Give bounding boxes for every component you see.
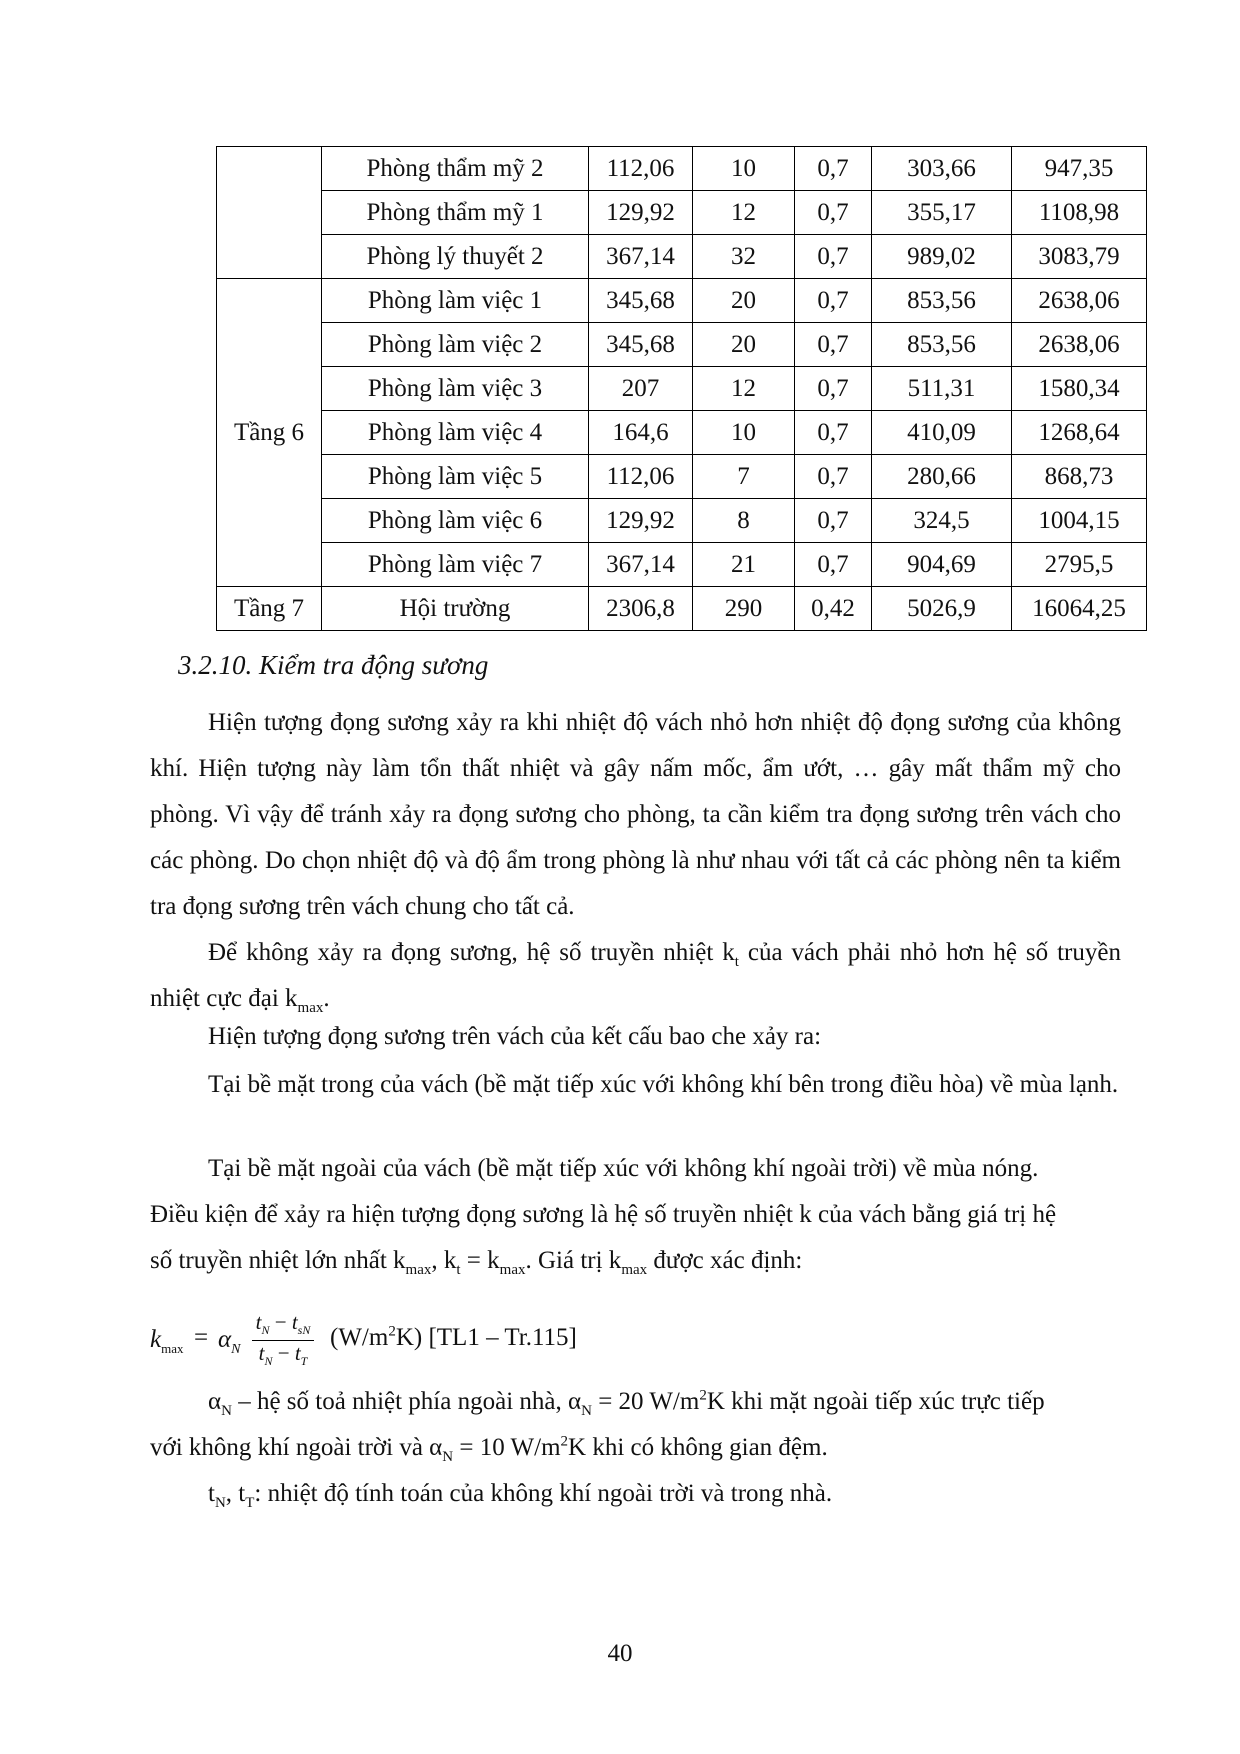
table-row — [217, 455, 1147, 499]
table-cell-coef: 0,7 — [795, 455, 872, 499]
table-row — [217, 587, 1147, 631]
table-row — [217, 499, 1147, 543]
table-cell-area: 164,6 — [589, 411, 693, 455]
paragraph-condensation-intro: Hiện tượng đọng sương xảy ra khi nhiệt độ vách nhỏ hơn nhiệt độ đọng sương của không khí. Hiện tượng này làm tổn thất nhiệt và gây nấm mốc, ẩm ướt, … gây mất thẩm mỹ cho phòng. Vì vậy để tránh xảy ra đọng sương cho phòng, ta cần kiểm tra đọng sương trên vách cho các phòng. Do chọn nhiệt độ và độ ẩm trong phòng là như nhau với tất cả các phòng nên ta kiểm tra đọng sương trên vách chung cho tất cả. — [150, 709, 1121, 920]
formula-alpha: $\alpha_N$ — [218, 1326, 241, 1357]
table-cell-people: 12 — [693, 367, 795, 411]
table-row — [217, 191, 1147, 235]
table-cell-people: 290 — [693, 587, 795, 631]
formula-unit-reference: $(W/m^2K)$ [TL1 – Tr.115] — [330, 1323, 577, 1351]
table-cell-room: Phòng thẩm mỹ 2 — [322, 147, 589, 191]
table-cell-coef: 0,7 — [795, 191, 872, 235]
paragraph-occurrence: Hiện tượng đọng sương trên vách của kết cấu bao che xảy ra: — [208, 1023, 822, 1050]
table-cell-q1: 324,5 — [872, 499, 1012, 543]
paragraph-inner-surface: Tại bề mặt trong của vách (bề mặt tiếp xúc với không khí bên trong điều hòa) về mùa lạnh. — [208, 1071, 1119, 1098]
table-row — [217, 323, 1147, 367]
table-cell-area: 345,68 — [589, 279, 693, 323]
paragraph-condition: Để không xảy ra đọng sương, hệ số truyền nhiệt $k_t$ của vách phải nhỏ hơn hệ số truyền nhiệt cực đại $k_{max}$. — [150, 939, 1121, 1016]
table-row — [217, 543, 1147, 587]
table-cell-people: 20 — [693, 323, 795, 367]
table-cell-q2: 1004,15 — [1012, 499, 1147, 543]
section-heading: 3.2.10. Kiểm tra động sương — [178, 650, 489, 680]
table-cell-people: 10 — [693, 147, 795, 191]
table-cell-area: 367,14 — [589, 543, 693, 587]
table-cell-q1: 511,31 — [872, 367, 1012, 411]
table-cell-area: 112,06 — [589, 455, 693, 499]
table-cell-area: 129,92 — [589, 499, 693, 543]
table-cell-room: Phòng lý thuyết 2 — [322, 235, 589, 279]
table-cell-area: 207 — [589, 367, 693, 411]
table-cell-coef: 0,7 — [795, 543, 872, 587]
table-cell-q2: 2638,06 — [1012, 279, 1147, 323]
table-cell-q2: 16064,25 — [1012, 587, 1147, 631]
table-cell-room: Phòng làm việc 4 — [322, 411, 589, 455]
table-cell-room: Phòng làm việc 7 — [322, 543, 589, 587]
table-cell-people: 21 — [693, 543, 795, 587]
formula-kmax: $k_{max}$ — [150, 1326, 184, 1356]
table-cell-coef: 0,7 — [795, 411, 872, 455]
floor-cell: Tầng 7 — [217, 587, 322, 631]
table-cell-q2: 2638,06 — [1012, 323, 1147, 367]
table-cell-area: 129,92 — [589, 191, 693, 235]
table-cell-room: Phòng làm việc 5 — [322, 455, 589, 499]
table-cell-room: Phòng làm việc 6 — [322, 499, 589, 543]
floor-cell: Tầng 6 — [217, 279, 322, 587]
table-cell-q2: 1268,64 — [1012, 411, 1147, 455]
table-row — [217, 367, 1147, 411]
table-cell-q2: 1108,98 — [1012, 191, 1147, 235]
paragraph-outer-surface-line2: Điều kiện để xảy ra hiện tượng đọng sương là hệ số truyền nhiệt k của vách bằng giá trị hệ — [150, 1201, 1057, 1228]
table-cell-coef: 0,7 — [795, 279, 872, 323]
table-cell-coef: 0,7 — [795, 147, 872, 191]
table-row — [217, 279, 1147, 323]
table-row — [217, 411, 1147, 455]
table-cell-q1: 355,17 — [872, 191, 1012, 235]
paragraph-outer-surface-line3: số truyền nhiệt lớn nhất $k_{max}$, $k_t = k_{max}$. Giá trị $k_{max}$ được xác định: — [150, 1247, 803, 1278]
paragraph-temperatures: $t_N$, $t_T$: nhiệt độ tính toán của không khí ngoài trời và trong nhà. — [208, 1480, 833, 1511]
table-cell-area: 345,68 — [589, 323, 693, 367]
table-cell-room: Phòng làm việc 1 — [322, 279, 589, 323]
paragraph-alpha-line1: $\alpha_N$ – hệ số toả nhiệt phía ngoài nhà, $\alpha_N = 20$ $W/m^2K$ khi mặt ngoài tiếp xúc trực tiếp — [208, 1387, 1045, 1419]
table-cell-room: Phòng làm việc 3 — [322, 367, 589, 411]
table-cell-room: Phòng thẩm mỹ 1 — [322, 191, 589, 235]
table-row — [217, 147, 1147, 191]
table-cell-people: 10 — [693, 411, 795, 455]
table-cell-people: 12 — [693, 191, 795, 235]
table-cell-coef: 0,7 — [795, 499, 872, 543]
paragraph-outer-surface-line1: Tại bề mặt ngoài của vách (bề mặt tiếp xúc với không khí ngoài trời) về mùa nóng. — [208, 1155, 1039, 1182]
table-cell-q1: 303,66 — [872, 147, 1012, 191]
table-cell-q1: 280,66 — [872, 455, 1012, 499]
table-cell-q2: 2795,5 — [1012, 543, 1147, 587]
table-cell-coef: 0,7 — [795, 323, 872, 367]
heat-load-table — [216, 146, 1147, 631]
table-cell-people: 32 — [693, 235, 795, 279]
table-cell-q1: 853,56 — [872, 279, 1012, 323]
table-cell-area: 112,06 — [589, 147, 693, 191]
table-cell-people: 8 — [693, 499, 795, 543]
table-cell-people: 20 — [693, 279, 795, 323]
table-cell-q1: 410,09 — [872, 411, 1012, 455]
page-number: 40 — [607, 1640, 633, 1667]
formula-fraction: $t_N - t_{sN}$ $t_N - t_T$ — [252, 1310, 314, 1369]
table-cell-room: Phòng làm việc 2 — [322, 323, 589, 367]
table-cell-q2: 947,35 — [1012, 147, 1147, 191]
kmax-formula: $k_{max}$ = $\alpha_N$ $t_N - t_{sN}$ $t_N - t_T$ $(W/m^2K)$ [TL1 – Tr.115] — [150, 1310, 577, 1369]
table-cell-q2: 1580,34 — [1012, 367, 1147, 411]
table-cell-people: 7 — [693, 455, 795, 499]
table-cell-coef: 0,7 — [795, 367, 872, 411]
table-cell-q2: 868,73 — [1012, 455, 1147, 499]
table-row — [217, 235, 1147, 279]
table-cell-q2: 3083,79 — [1012, 235, 1147, 279]
floor-cell-empty — [217, 147, 322, 279]
table-cell-coef: 0,7 — [795, 235, 872, 279]
table-cell-area: 2306,8 — [589, 587, 693, 631]
table-cell-q1: 989,02 — [872, 235, 1012, 279]
table-cell-room: Hội trường — [322, 587, 589, 631]
table-cell-coef: 0,42 — [795, 587, 872, 631]
table-cell-area: 367,14 — [589, 235, 693, 279]
paragraph-alpha-line2: với không khí ngoài trời và $\alpha_N = 10$ $W/m^2K$ khi có không gian đệm. — [150, 1433, 828, 1465]
table-cell-q1: 853,56 — [872, 323, 1012, 367]
table-cell-q1: 904,69 — [872, 543, 1012, 587]
table-cell-q1: 5026,9 — [872, 587, 1012, 631]
